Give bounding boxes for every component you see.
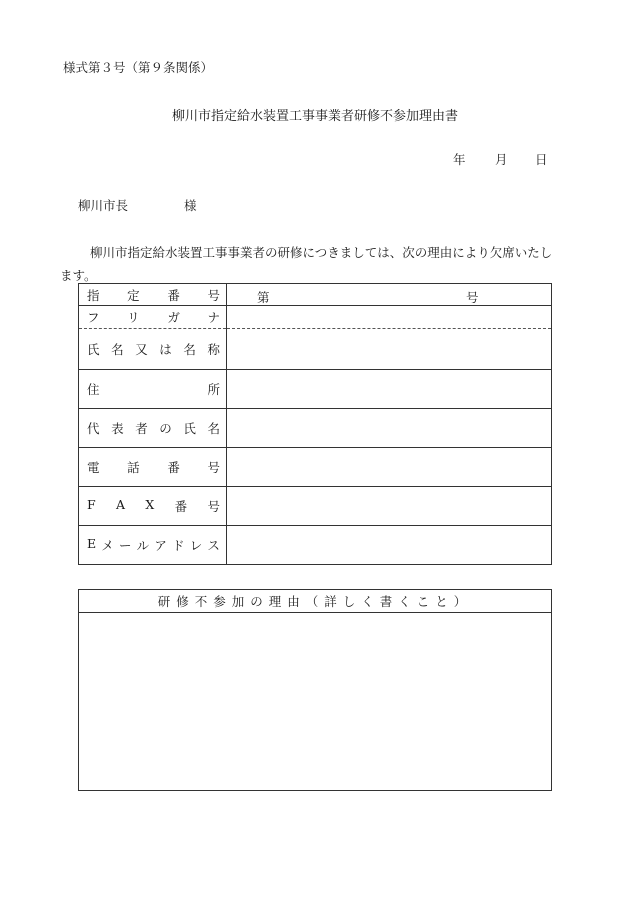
label-char: ナ	[207, 310, 220, 325]
label-char: 定	[127, 287, 140, 303]
name-field[interactable]	[227, 329, 552, 370]
furigana-field[interactable]	[227, 306, 552, 329]
label-char: 号	[207, 499, 220, 514]
reason-header: 研修不参加の理由（詳しく書くこと）	[79, 590, 552, 613]
row-fax	[79, 487, 552, 526]
label-char: 所	[207, 382, 220, 397]
fax-field[interactable]	[227, 487, 552, 526]
label-char: 氏	[87, 342, 100, 357]
date-line	[453, 150, 548, 168]
label-char: 指	[87, 287, 100, 303]
intro-text: 柳川市指定給水装置工事事業者の研修につきましては、次の理由により欠席いたします。	[60, 245, 553, 283]
document-title: 柳川市指定給水装置工事事業者研修不参加理由書	[171, 109, 458, 124]
label-name	[79, 329, 227, 370]
label-char: 名	[111, 342, 124, 357]
label-email	[79, 526, 227, 565]
row-phone	[79, 448, 552, 487]
label-char: 名	[207, 421, 220, 436]
label-char: ガ	[167, 310, 180, 325]
applicant-info-table	[78, 283, 552, 565]
label-char: フ	[87, 310, 100, 325]
label-char: 番	[174, 499, 188, 514]
label-representative	[79, 409, 227, 448]
label-char: ア	[154, 538, 167, 553]
label-char: 氏	[183, 421, 196, 436]
label-char: 称	[207, 342, 220, 357]
year-label: 年	[453, 152, 466, 167]
label-char: メ	[101, 538, 114, 553]
label-char: 番	[167, 460, 180, 475]
label-char: ル	[136, 538, 150, 553]
representative-field[interactable]	[227, 409, 552, 448]
designation-number-field[interactable]	[227, 284, 552, 306]
reason-table	[78, 589, 552, 791]
day-label: 日	[535, 152, 548, 167]
label-char: の	[159, 421, 172, 436]
label-char: F	[87, 497, 96, 512]
label-char: ー	[118, 538, 132, 553]
label-designation-number	[79, 284, 227, 306]
label-char: レ	[189, 538, 203, 553]
row-representative	[79, 409, 552, 448]
label-phone	[79, 448, 227, 487]
label-char: A	[116, 497, 126, 512]
reason-field[interactable]	[79, 613, 552, 791]
label-char: E	[87, 536, 97, 551]
label-address	[79, 370, 227, 409]
form-number: 様式第３号（第９条関係）	[63, 60, 214, 75]
number-suffix: 号	[466, 290, 479, 305]
address-field[interactable]	[227, 370, 552, 409]
row-designation-number	[79, 284, 552, 306]
label-fax	[79, 487, 227, 526]
label-char: 名	[183, 342, 196, 357]
month-label: 月	[495, 152, 508, 167]
label-char: 住	[87, 382, 100, 397]
label-char: 番	[167, 287, 180, 303]
label-char: 電	[87, 460, 100, 475]
label-char: 号	[207, 460, 220, 475]
phone-field[interactable]	[227, 448, 552, 487]
number-prefix: 第	[257, 290, 270, 305]
addressee	[78, 196, 197, 214]
row-address	[79, 370, 552, 409]
email-field[interactable]	[227, 526, 552, 565]
label-char: 又	[135, 342, 148, 357]
label-char: 代	[87, 421, 100, 436]
label-char: リ	[127, 310, 140, 325]
label-char: は	[159, 342, 172, 357]
addressee-name: 柳川市長	[78, 198, 129, 213]
label-furigana	[79, 306, 227, 329]
row-email	[79, 526, 552, 565]
label-char: 表	[111, 421, 124, 436]
label-char: ド	[172, 538, 185, 553]
label-char: 号	[207, 287, 220, 303]
label-char: ス	[207, 538, 220, 553]
row-name	[79, 329, 552, 370]
addressee-honorific: 様	[184, 198, 197, 213]
row-furigana	[79, 306, 552, 329]
label-char: X	[145, 497, 155, 512]
label-char: 者	[135, 421, 148, 436]
label-char: 話	[127, 460, 140, 475]
